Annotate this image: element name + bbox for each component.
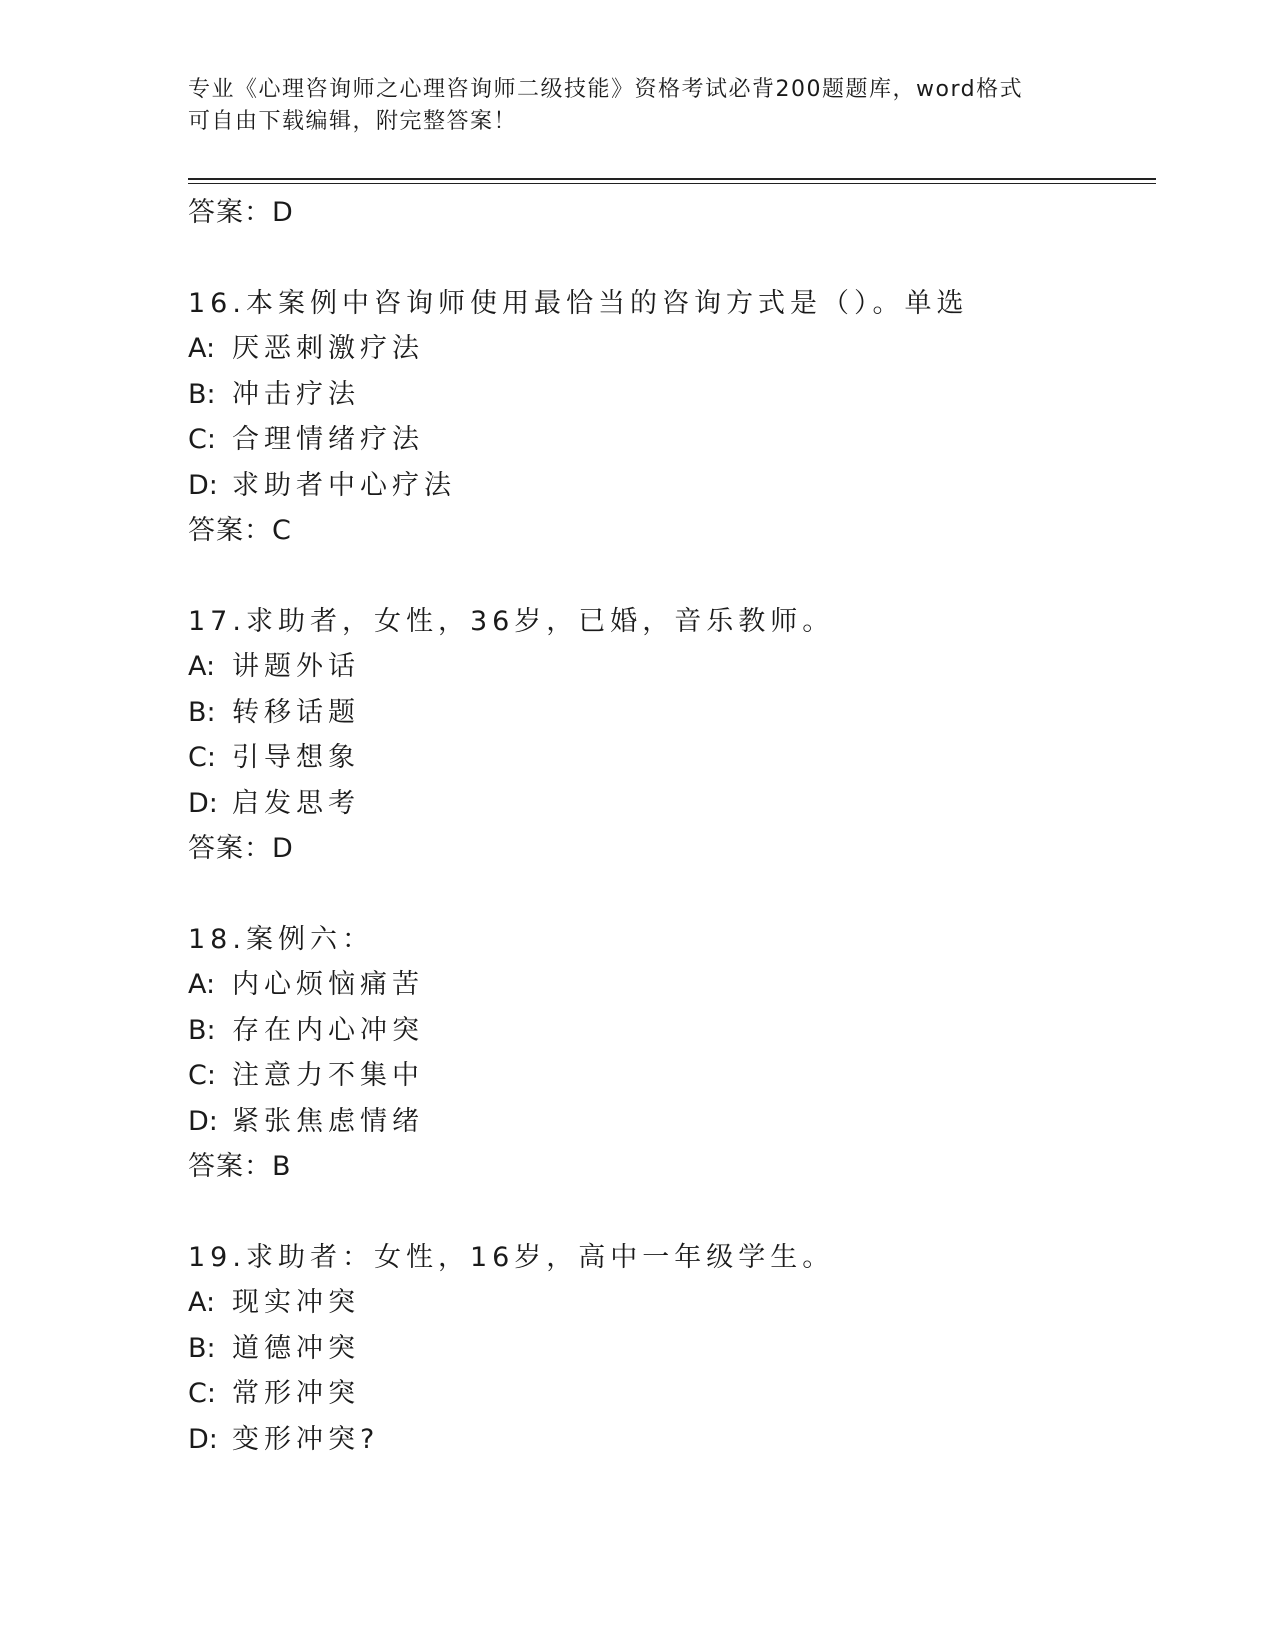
question-text: 19.求助者：女性，16岁，高中一年级学生。	[188, 1242, 835, 1273]
option-a	[188, 326, 1148, 372]
option-c	[188, 417, 1148, 463]
option-c	[188, 1053, 1148, 1099]
option-text: 现实冲突	[232, 1287, 360, 1318]
option-key: B:	[188, 1332, 216, 1364]
option-key: C:	[188, 1378, 216, 1409]
question-block	[188, 599, 1148, 872]
question-block	[188, 281, 1148, 554]
option-text: 变形冲突?	[232, 1423, 380, 1455]
option-key: B:	[188, 1014, 216, 1046]
answer-line: 答案：D	[188, 833, 294, 864]
option-d	[188, 781, 1148, 827]
question-block	[188, 917, 1148, 1190]
option-text: 引导想象	[232, 742, 360, 773]
option-text: 紧张焦虑情绪	[232, 1105, 424, 1137]
option-text: 存在内心冲突	[232, 1014, 424, 1046]
option-key: B:	[188, 696, 216, 728]
option-b	[188, 372, 1148, 418]
option-key: A:	[188, 969, 216, 1000]
option-d	[188, 1099, 1148, 1145]
option-a	[188, 644, 1148, 690]
question-block	[188, 1235, 1148, 1462]
answer-line: 答案：C	[188, 515, 292, 546]
header-divider-thin	[188, 183, 1156, 184]
option-a	[188, 962, 1148, 1008]
option-text: 常形冲突	[232, 1378, 360, 1409]
option-text: 启发思考	[232, 787, 360, 819]
option-text: 冲击疗法	[232, 378, 360, 410]
question-text: 16.本案例中咨询师使用最恰当的咨询方式是（）。单选	[188, 288, 969, 319]
option-text: 讲题外话	[232, 651, 360, 682]
option-key: B:	[188, 378, 216, 410]
option-a	[188, 1280, 1148, 1326]
option-key: D:	[188, 787, 218, 819]
option-d	[188, 463, 1148, 509]
question-text: 18.案例六：	[188, 924, 374, 955]
header-line-1: 专业《心理咨询师之心理咨询师二级技能》资格考试必背200题题库，word格式	[188, 77, 1024, 102]
option-key: A:	[188, 333, 216, 364]
option-key: C:	[188, 424, 216, 455]
document-header	[188, 74, 1088, 138]
option-text: 合理情绪疗法	[232, 424, 424, 455]
option-text: 求助者中心疗法	[232, 469, 456, 501]
option-key: D:	[188, 1423, 218, 1455]
option-key: A:	[188, 651, 216, 682]
option-key: A:	[188, 1287, 216, 1318]
option-c	[188, 735, 1148, 781]
option-text: 内心烦恼痛苦	[232, 969, 424, 1000]
option-key: D:	[188, 1105, 218, 1137]
question-list	[188, 190, 1148, 1462]
option-key: D:	[188, 469, 218, 501]
option-key: C:	[188, 742, 216, 773]
option-d	[188, 1417, 1148, 1463]
option-text: 道德冲突	[232, 1332, 360, 1364]
option-text: 注意力不集中	[232, 1060, 424, 1091]
option-b	[188, 690, 1148, 736]
option-text: 转移话题	[232, 696, 360, 728]
answer-line: 答案：B	[188, 1151, 292, 1182]
option-c	[188, 1371, 1148, 1417]
header-line-2: 可自由下载编辑，附完整答案！	[188, 109, 518, 134]
option-text: 厌恶刺激疗法	[232, 333, 424, 364]
option-b	[188, 1326, 1148, 1372]
answer-line: 答案：D	[188, 197, 294, 228]
header-divider	[188, 178, 1156, 180]
option-key: C:	[188, 1060, 216, 1091]
question-text: 17.求助者，女性，36岁，已婚，音乐教师。	[188, 606, 835, 637]
option-b	[188, 1008, 1148, 1054]
